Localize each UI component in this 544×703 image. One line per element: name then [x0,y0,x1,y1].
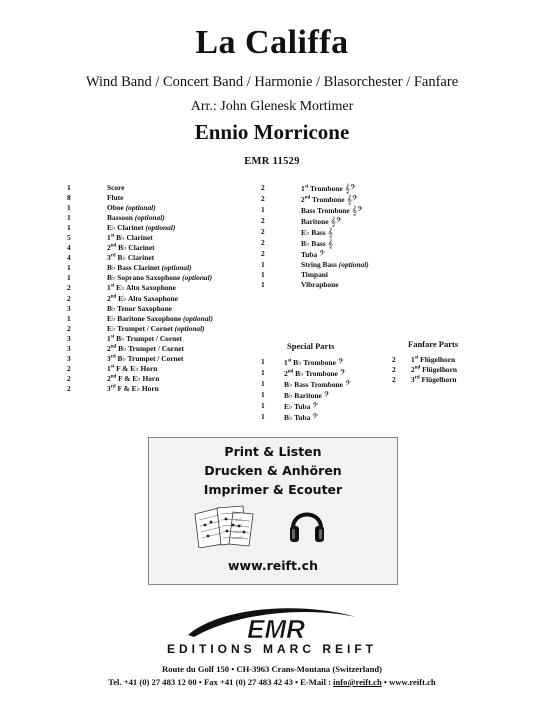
instrument-row [261,216,369,227]
promo-line-drucken: Drucken & Anhören [204,463,342,478]
optional-note: (optional) [338,260,369,270]
part-quantity: 1 [67,203,71,213]
headphones-icon [287,502,327,546]
part-quantity: 2 [261,183,265,192]
instrument-row [67,243,213,253]
contact-website: • www.reift.ch [381,677,436,687]
clef-icon: 𝄞 [327,227,333,238]
part-name: Oboe (optional) [107,203,156,213]
part-name: E♭ Trumpet / Cornet (optional) [107,323,205,333]
clef-icon: 𝄞𝄢 [346,194,358,205]
part-quantity: 8 [67,193,71,203]
instrument-row [67,263,213,273]
optional-note: (optional) [182,313,213,323]
part-name: 1st B♭ Clarinet [107,233,153,243]
publisher-address: Route du Golf 150 • CH-3963 Crans-Montana (Switzerland) [162,664,382,674]
part-quantity: 2 [67,363,71,373]
part-quantity: 5 [67,233,71,243]
contact-phone-fax: Tel. +41 (0) 27 483 12 00 • Fax +41 (0) 27 483 42 43 • E-Mail : [108,677,334,687]
part-quantity: 2 [261,227,265,237]
part-name: B♭ Tuba 𝄢 [284,412,319,423]
special-part-row [261,368,351,379]
part-quantity: 2 [67,383,71,393]
part-quantity: 1 [261,357,265,366]
part-name: E♭ Baritone Saxophone (optional) [107,313,213,323]
part-name: 1st Trombone 𝄞𝄢 [301,183,356,193]
instrument-row [67,203,213,213]
composer: Ennio Morricone [194,120,350,144]
sheet-music-icon [193,504,255,548]
instrument-list-right [261,183,369,290]
part-name: 2nd E♭ Alto Saxophone [107,293,178,303]
part-name: 2nd B♭ Trombone 𝄢 [284,368,346,379]
part-quantity: 4 [67,253,71,263]
clef-icon: 𝄢 [323,390,330,401]
instrument-row [261,270,369,280]
part-name: 1st E♭ Alto Saxophone [107,283,176,293]
part-quantity: 1 [261,280,265,290]
part-name: 1st B♭ Trombone 𝄢 [284,357,344,367]
special-part-row [261,379,351,390]
part-name: 3rd F & E♭ Horn [107,383,159,393]
special-part-row [261,357,351,368]
part-name: 2nd Flügelhorn [411,365,458,375]
instrument-row [261,183,369,194]
instrument-row [67,283,213,293]
special-part-row [261,412,351,423]
part-quantity: 3 [67,333,71,343]
part-quantity: 2 [67,293,71,303]
part-name: 3rd Flügelhorn [411,375,457,385]
instrument-row [261,238,369,249]
part-name: E♭ Clarinet (optional) [107,223,176,233]
part-quantity: 2 [392,355,396,364]
instrument-row [67,304,213,314]
optional-note: (optional) [174,323,205,333]
part-quantity: 1 [67,223,71,233]
instrument-row [261,249,369,260]
part-quantity: 1 [67,313,71,323]
part-quantity: 3 [67,343,71,353]
clef-icon: 𝄢 [312,401,319,412]
part-name: Bass Trombone 𝄞𝄢 [301,205,363,216]
fanfare-part-row [392,365,457,375]
part-quantity: 1 [67,183,71,192]
part-quantity: 1 [261,205,265,215]
optional-note: (optional) [161,263,192,273]
email-link[interactable]: info@reift.ch [333,677,382,687]
instrument-row [261,280,369,290]
optional-note: (optional) [125,203,156,213]
instrument-row [67,233,213,243]
instrument-list-left [67,183,213,394]
part-name: Baritone 𝄞𝄢 [301,216,342,227]
instrument-row [67,314,213,324]
clef-icon: 𝄢 [344,379,351,390]
instrument-row [261,194,369,205]
part-quantity: 2 [261,249,265,259]
part-quantity: 2 [392,365,396,375]
instrument-row [261,205,369,216]
promo-line-imprimer: Imprimer & Ecouter [203,482,343,497]
part-quantity: 1 [67,263,71,273]
part-quantity: 2 [392,375,396,385]
part-quantity: 1 [261,270,265,280]
part-name: Timpani [301,270,328,280]
arranger: Arr.: John Glenesk Mortimer [190,99,354,114]
part-quantity: 3 [67,303,71,313]
instrument-row [67,334,213,344]
part-name: 2nd B♭ Trumpet / Cornet [107,343,184,353]
clef-icon: 𝄢 [339,368,346,379]
part-quantity: 2 [261,216,265,226]
part-quantity: 2 [67,323,71,333]
part-name: B♭ Baritone 𝄢 [284,390,330,401]
emr-logo-text: EMR [247,614,305,643]
instrument-row [67,354,213,364]
instrument-row [67,193,213,203]
part-name: 1st B♭ Trumpet / Cornet [107,333,182,343]
print-listen-box[interactable] [148,437,398,585]
instrument-row [67,213,213,223]
part-name: B♭ Soprano Saxophone (optional) [107,273,213,283]
page-title: La Califfa [195,24,349,61]
publisher-contact [0,677,544,687]
special-parts-heading: Special Parts [287,341,335,351]
part-quantity: 1 [261,401,265,411]
instrument-row [67,223,213,233]
part-name: String Bass (optional) [301,260,369,270]
part-quantity: 2 [67,283,71,293]
part-name: B♭ Tenor Saxophone [107,303,172,313]
part-name: E♭ Tuba 𝄢 [284,401,319,412]
special-parts-list [261,357,351,423]
special-part-row [261,390,351,401]
instrument-row [67,324,213,334]
clef-icon: 𝄞 [327,238,333,249]
part-quantity: 1 [261,260,265,270]
part-name: Score [107,183,125,192]
fanfare-part-row [392,375,457,385]
clef-icon: 𝄞𝄢 [351,205,363,216]
part-name: B♭ Bass 𝄞 [301,238,333,249]
part-name: Vibraphone [301,280,339,290]
special-part-row [261,401,351,412]
instrument-row [67,273,213,283]
part-quantity: 1 [261,379,265,389]
part-name: 1st Flügelhorn [411,355,456,364]
instrument-row [261,260,369,270]
part-name: 1st F & E♭ Horn [107,363,158,373]
part-quantity: 4 [67,243,71,253]
clef-icon: 𝄞𝄢 [330,216,342,227]
catalog-number: EMR 11529 [244,156,300,167]
part-quantity: 1 [261,390,265,400]
publisher-name: EDITIONS MARC REIFT [167,642,377,656]
instrument-row [67,364,213,374]
part-quantity: 1 [261,412,265,422]
part-name: Flute [107,193,124,203]
instrument-row [67,183,213,193]
instrument-row [67,294,213,304]
emr-logo [180,605,364,643]
part-name: Bassoon (optional) [107,213,165,223]
clef-icon: 𝄢 [337,357,344,367]
part-quantity: 1 [261,368,265,378]
part-quantity: 3 [67,353,71,363]
clef-icon: 𝄢 [319,249,325,260]
part-name: 2nd B♭ Clarinet [107,243,155,253]
instrument-row [67,344,213,354]
part-quantity: 1 [67,213,71,223]
promo-line-print: Print & Listen [224,444,322,459]
instrument-row [67,374,213,384]
subtitle: Wind Band / Concert Band / Harmonie / Blasorchester / Fanfare [85,74,459,90]
part-name: 2nd Trombone 𝄞𝄢 [301,194,358,205]
part-name: 3rd B♭ Clarinet [107,253,155,263]
part-quantity: 2 [261,194,265,204]
fanfare-parts-heading: Fanfare Parts [408,339,459,349]
part-quantity: 1 [67,273,71,283]
fanfare-parts-list [392,355,457,385]
website-link[interactable]: www.reift.ch [228,558,318,573]
clef-icon: 𝄢 [312,412,319,423]
part-name: Tuba 𝄢 [301,249,325,260]
optional-note: (optional) [182,273,213,283]
part-name: B♭ Bass Trombone 𝄢 [284,379,351,390]
optional-note: (optional) [145,223,176,233]
part-quantity: 2 [261,238,265,248]
instrument-row [67,253,213,263]
part-name: B♭ Bass Clarinet (optional) [107,263,192,273]
fanfare-part-row [392,355,457,365]
part-name: E♭ Bass 𝄞 [301,227,333,238]
part-quantity: 2 [67,373,71,383]
instrument-row [261,227,369,238]
clef-icon: 𝄞𝄢 [344,183,356,193]
part-name: 3rd B♭ Trumpet / Cornet [107,353,184,363]
part-name: 2nd F & E♭ Horn [107,373,160,383]
instrument-row [67,384,213,394]
optional-note: (optional) [134,213,165,223]
